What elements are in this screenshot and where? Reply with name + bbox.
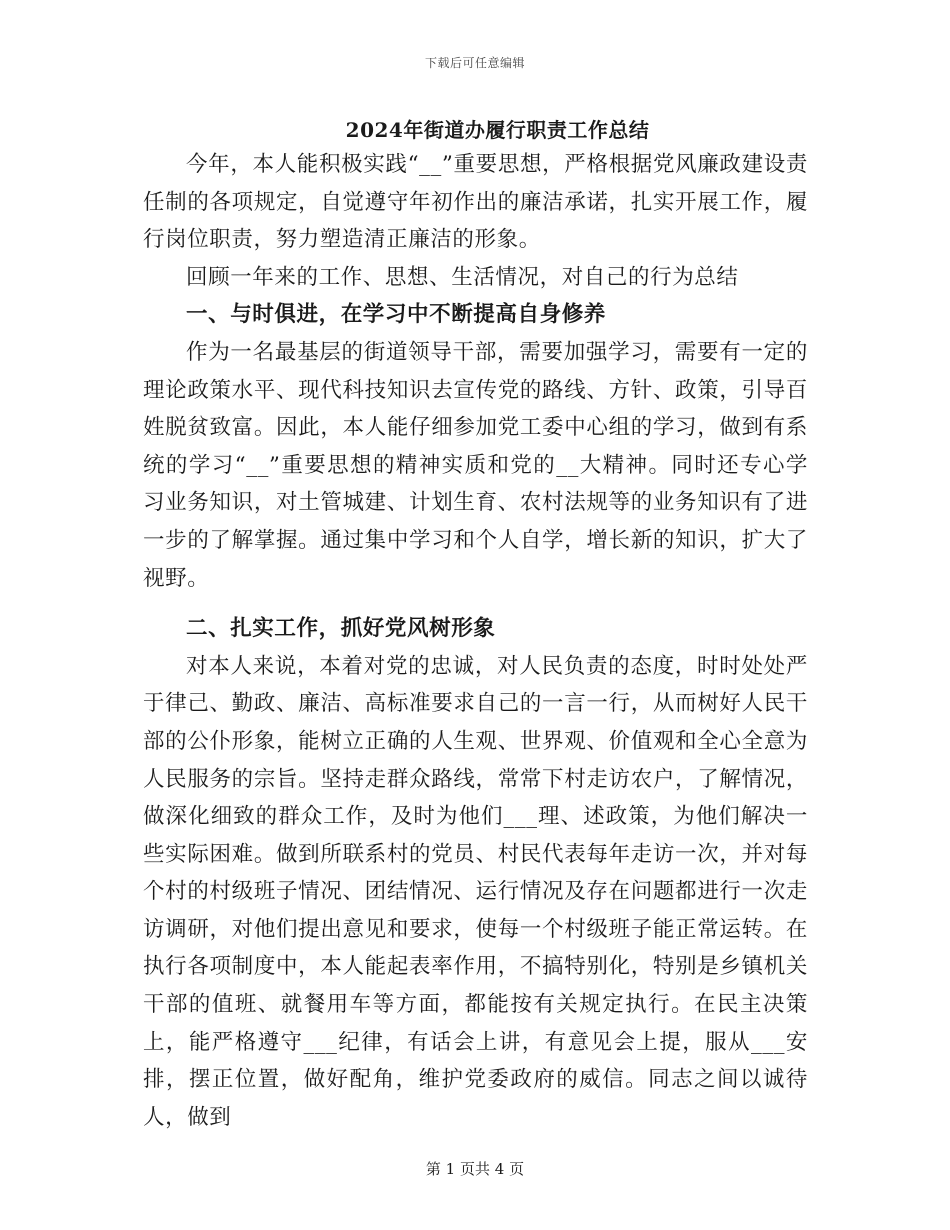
document-body <box>143 146 808 1136</box>
header-note: 下载后可任意编辑 <box>424 56 525 70</box>
page-indicator: 第 1 页共 4 页 <box>425 1160 525 1178</box>
paragraph-section2: 对本人来说，本着对党的忠诚，对人民负责的态度，时时处处严于律己、勤政、廉洁、高标准要求自己的一言一行，从而树好人民干部的公仆形象，能树立正确的人生观、世界观、价值观和全心全意为人民服务的宗旨。坚持走群众路线，常常下村走访农户，了解情况，做深化细致的群众工作，及时为他们___理、述政策，为他们解决一些实际困难。做到所联系村的党员、村民代表每年走访一次，并对每个村的村级班子情况、团结情况、运行情况及存在问题都进行一次走访调研，对他们提出意见和要求，使每一个村级班子能正常运转。在执行各项制度中，本人能起表率作用，不搞特别化，特别是乡镇机关干部的值班、就餐用车等方面，都能按有关规定执行。在民主决策上，能严格遵守___纪律，有话会上讲，有意见会上提，服从___安排，摆正位置，做好配角，维护党委政府的威信。同志之间以诚待人，做到 <box>143 653 808 1130</box>
paragraph-review: 回顾一年来的工作、思想、生活情况，对自己的行为总结 <box>186 264 739 290</box>
document-title: 2024年街道办履行职责工作总结 <box>345 118 650 142</box>
paragraph-section1: 作为一名最基层的街道领导干部，需要加强学习，需要有一定的理论政策水平、现代科技知识去宣传党的路线、方针、政策，引导百姓脱贫致富。因此，本人能仔细参加党工委中心组的学习，做到有系统的学习“__”重要思想的精神实质和党的__大精神。同时还专心学习业务知识，对土管城建、计划生育、农村法规等的业务知识有了进一步的了解掌握。通过集中学习和个人自学，增长新的知识，扩大了视野。 <box>143 339 808 591</box>
section-heading-1: 一、与时俱进，在学习中不断提高自身修养 <box>186 302 606 328</box>
section-heading-2: 二、扎实工作，抓好党风树形象 <box>186 616 496 642</box>
paragraph-intro: 今年，本人能积极实践“__”重要思想，严格根据党风廉政建设责任制的各项规定，自觉遵守年初作出的廉洁承诺，扎实开展工作，履行岗位职责，努力塑造清正廉洁的形象。 <box>143 152 808 253</box>
